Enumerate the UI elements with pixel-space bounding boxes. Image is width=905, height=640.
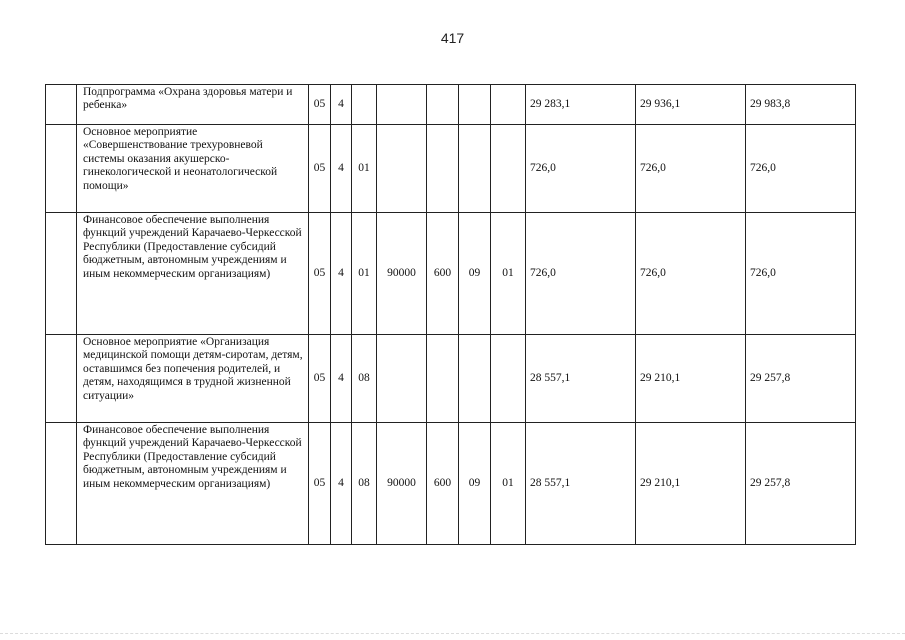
code-cell: 01 [352,213,377,335]
table-row [46,423,856,545]
amount-cell: 726,0 [746,125,856,213]
row-number-cell [46,125,77,213]
code-cell: 01 [352,125,377,213]
code-cell [352,85,377,125]
code-cell: 08 [352,423,377,545]
description-cell: Финансовое обеспечение выполнения функций учреждений Карачаево-Черкесской Республики (Предоставление субсидий бюджетным, автономным учреждениям и иным некоммерческим организациям) [77,213,309,335]
code-cell: 08 [352,335,377,423]
code-cell [491,335,526,423]
code-cell: 600 [427,213,459,335]
amount-cell: 29 210,1 [636,423,746,545]
amount-cell: 726,0 [526,125,636,213]
page-number: 417 [440,30,465,46]
code-cell: 01 [491,213,526,335]
code-cell: 05 [309,423,331,545]
code-cell: 90000 [377,213,427,335]
code-cell [377,125,427,213]
row-number-cell [46,85,77,125]
code-cell [459,85,491,125]
amount-cell: 29 283,1 [526,85,636,125]
amount-cell: 29 210,1 [636,335,746,423]
code-cell [459,335,491,423]
description-cell: Основное мероприятие «Совершенствование трехуровневой системы оказания акушерско-гинекологической и неонатологической помощи» [77,125,309,213]
code-cell: 4 [331,125,352,213]
amount-cell: 29 257,8 [746,423,856,545]
code-cell: 4 [331,213,352,335]
code-cell [459,125,491,213]
code-cell: 4 [331,335,352,423]
row-number-cell [46,335,77,423]
code-cell [377,335,427,423]
code-cell: 09 [459,213,491,335]
code-cell: 05 [309,335,331,423]
table-row [46,85,856,125]
table-row [46,213,856,335]
amount-cell: 29 936,1 [636,85,746,125]
amount-cell: 28 557,1 [526,335,636,423]
amount-cell: 29 983,8 [746,85,856,125]
code-cell: 90000 [377,423,427,545]
row-number-cell [46,423,77,545]
code-cell: 01 [491,423,526,545]
table-row [46,335,856,423]
code-cell: 4 [331,423,352,545]
scan-edge-artifact [0,633,905,638]
amount-cell: 28 557,1 [526,423,636,545]
description-cell: Финансовое обеспечение выполнения функций учреждений Карачаево-Черкесской Республики (Предоставление субсидий бюджетным, автономным учреждениям и иным некоммерческим организациям) [77,423,309,545]
code-cell [427,335,459,423]
code-cell: 600 [427,423,459,545]
code-cell [427,125,459,213]
description-cell: Основное мероприятие «Организация медицинской помощи детям-сиротам, детям, оставшимся без попечения родителей, и детям, находящимся в трудной жизненной ситуации» [77,335,309,423]
amount-cell: 726,0 [526,213,636,335]
code-cell [377,85,427,125]
code-cell: 4 [331,85,352,125]
code-cell [491,125,526,213]
code-cell: 05 [309,125,331,213]
code-cell [427,85,459,125]
amount-cell: 726,0 [636,125,746,213]
code-cell: 09 [459,423,491,545]
description-cell: Подпрограмма «Охрана здоровья матери и ребенка» [77,85,309,125]
amount-cell: 726,0 [636,213,746,335]
row-number-cell [46,213,77,335]
amount-cell: 29 257,8 [746,335,856,423]
code-cell: 05 [309,85,331,125]
table-row [46,125,856,213]
budget-table [45,84,856,545]
amount-cell: 726,0 [746,213,856,335]
code-cell [491,85,526,125]
code-cell: 05 [309,213,331,335]
